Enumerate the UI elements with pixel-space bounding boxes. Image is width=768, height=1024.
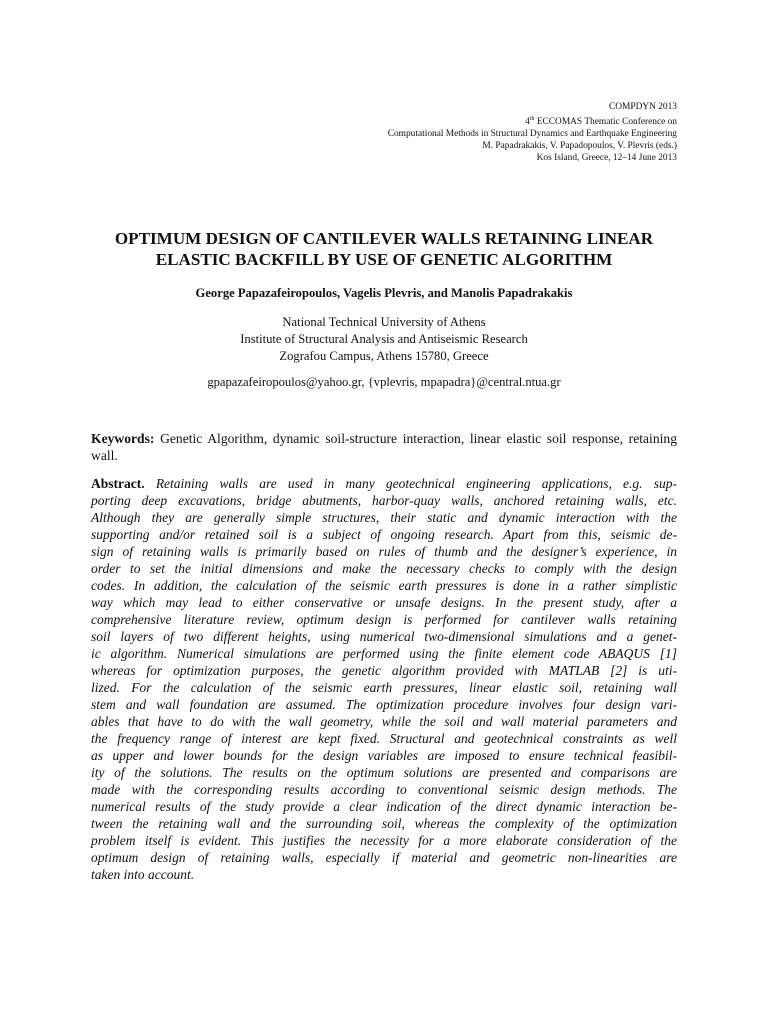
- abstract-line: taken into account.: [91, 867, 195, 882]
- title-line-2: ELASTIC BACKFILL BY USE OF GENETIC ALGORITHM: [155, 250, 613, 269]
- abstract-line: lized. For the calculation of the seismic earth pressures, linear elastic soil, retaining wall: [91, 680, 677, 695]
- affiliation-address: Zografou Campus, Athens 15780, Greece: [279, 349, 489, 363]
- abstract-label: Abstract.: [91, 476, 145, 491]
- abstract-line: comprehensive literature review, optimum design is performed for cantilever walls retaining: [91, 612, 677, 627]
- abstract-line: whereas for optimization purposes, the genetic algorithm provided with MATLAB [2] is uti-: [91, 663, 677, 678]
- affiliation-institute: Institute of Structural Analysis and Antiseismic Research: [240, 332, 528, 346]
- author-emails: gpapazafeiropoulos@yahoo.gr, {vplevris, mpapadra}@central.ntua.gr: [207, 375, 561, 389]
- abstract-line: sign of retaining walls is primarily based on rules of thumb and the designer’s experience, in: [91, 544, 677, 559]
- keywords-text: Genetic Algorithm, dynamic soil-structure interaction, linear elastic soil response, retaining wall.: [91, 431, 677, 463]
- title-line-1: OPTIMUM DESIGN OF CANTILEVER WALLS RETAINING LINEAR: [114, 229, 654, 248]
- abstract-line: codes. In addition, the calculation of the seismic earth pressures is done in a rather simplistic: [91, 578, 677, 593]
- abstract-line: soil layers of two different heights, using numerical two-dimensional simulations and a genet-: [91, 629, 677, 644]
- abstract-line: optimum design of retaining walls, especially if material and geometric non-linearities are: [91, 850, 677, 865]
- abstract-line: ity of the solutions. The results on the optimum solutions are presented and comparisons are: [91, 765, 677, 780]
- abstract-line: supporting and/or retained soil is a subject of ongoing research. Apart from this, seismic de-: [91, 527, 677, 542]
- abstract-line: stem and wall foundation are assumed. The optimization procedure involves four design vari-: [91, 697, 677, 712]
- abstract: [91, 475, 677, 883]
- abstract-line: ic algorithm. Numerical simulations are performed using the finite element code ABAQUS [1]: [91, 646, 677, 661]
- abstract-line: order to set the initial dimensions and make the necessary checks to comply with the design: [91, 561, 677, 576]
- affiliation: [91, 314, 677, 365]
- edition-number: 4: [525, 117, 530, 128]
- conference-header: [388, 101, 677, 164]
- abstract-line: way which may lead to either conservative or unsafe designs. In the present study, after a: [91, 595, 677, 610]
- edition-rest: ECCOMAS Thematic Conference on: [534, 117, 677, 128]
- keywords: [91, 430, 677, 464]
- author-list: George Papazafeiropoulos, Vagelis Plevris, and Manolis Papadrakakis: [195, 286, 573, 300]
- paper-title: [91, 228, 677, 270]
- abstract-line: made with the corresponding results according to conventional seismic design methods. The: [91, 782, 677, 797]
- abstract-line: numerical results of the study provide a clear indication of the direct dynamic interaction be-: [91, 799, 677, 814]
- abstract-line: Although they are generally simple structures, their static and dynamic interaction with the: [91, 510, 677, 525]
- conference-name: COMPDYN 2013: [609, 102, 677, 112]
- abstract-line: porting deep excavations, bridge abutments, harbor-quay walls, anchored retaining walls, etc.: [91, 493, 677, 508]
- conference-editors: M. Papadrakakis, V. Papadopoulos, V. Plevris (eds.): [482, 141, 677, 152]
- affiliation-university: National Technical University of Athens: [282, 315, 486, 329]
- abstract-line: as upper and lower bounds for the design variables are imposed to ensure technical feasibil-: [91, 748, 677, 763]
- conference-topic: Computational Methods in Structural Dynamics and Earthquake Engineering: [387, 129, 677, 140]
- abstract-line: problem itself is evident. This justifies the necessity for a more elaborate consideration of the: [91, 833, 677, 848]
- conference-location-date: Kos Island, Greece, 12–14 June 2013: [536, 153, 677, 164]
- conference-edition: [388, 113, 677, 128]
- abstract-line: Abstract. Retaining walls are used in many geotechnical engineering applications, e.g. sup-: [91, 476, 677, 491]
- abstract-line: the frequency range of interest are kept fixed. Structural and geotechnical constraints as well: [91, 731, 677, 746]
- abstract-line: tween the retaining wall and the surrounding soil, whereas the complexity of the optimization: [91, 816, 677, 831]
- edition-suffix: th: [529, 116, 535, 122]
- keywords-label: Keywords:: [91, 431, 155, 446]
- abstract-line: ables that have to do with the wall geometry, while the soil and wall material parameters and: [91, 714, 677, 729]
